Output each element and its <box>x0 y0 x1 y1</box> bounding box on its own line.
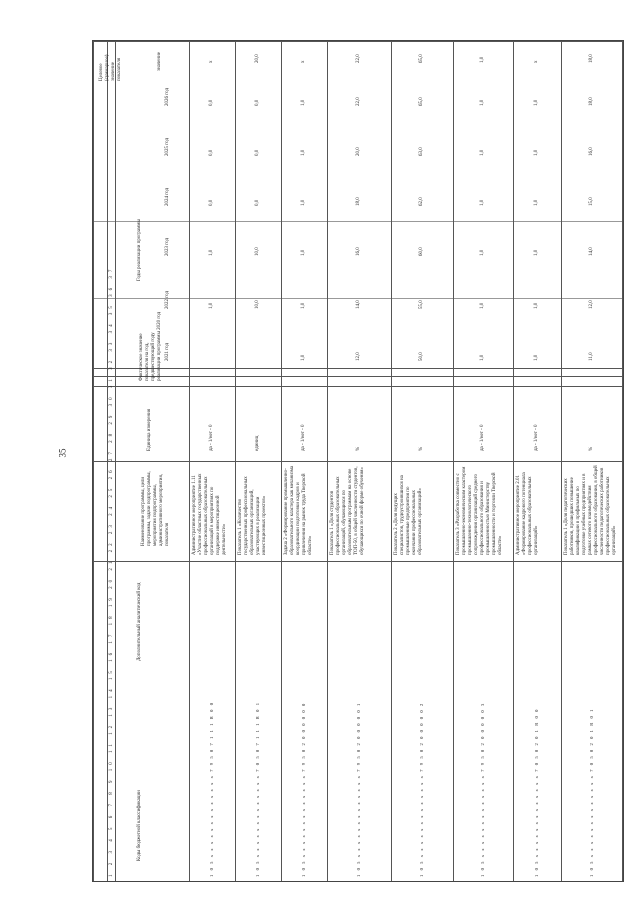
page-number: 35 <box>57 448 68 458</box>
header-year-2025: 2025 год <box>165 137 170 156</box>
row-final-value: 20,0 <box>255 54 260 63</box>
header-final-group: Целевое (суммарное) значение показателя <box>99 54 122 81</box>
row-value-2023-год: 16,0 <box>356 247 361 256</box>
row-value-2025-год: 0,0 <box>209 149 214 156</box>
row-final-value: 1,0 <box>480 56 485 63</box>
row-value-2023-год: 1,0 <box>534 249 539 256</box>
indicator-table <box>92 40 624 882</box>
row-value-2026-год: 18,0 <box>588 97 594 106</box>
row-codes: 1 0 5 x x x x x x x x x x x x x 7 9 5 0 2 0 0 0 0 0 0 <box>301 702 306 877</box>
header-years-group: Годы реализации программы <box>137 219 142 281</box>
row-unit: да - 1/нет - 0 <box>480 424 485 451</box>
row-value-2026-год: 0,0 <box>255 99 260 106</box>
row-value-2023-год: 10,0 <box>255 247 260 256</box>
row-unit: % <box>588 446 594 451</box>
row-value-2022-год: 1,0 <box>534 302 539 309</box>
row-final-value: 18,0 <box>588 54 594 63</box>
row-codes: 1 0 5 x x x x x x x x x x x x x 7 9 5 0 7 1 1 1 R 0 0 <box>209 701 214 877</box>
row-value-2024-год: 1,0 <box>534 199 539 206</box>
row-value-2023-год: 1,0 <box>209 249 214 256</box>
header-year-2026: 2026 год <box>165 87 170 106</box>
row-final-value: x <box>301 60 306 63</box>
row-unit: да - 1/нет - 0 <box>209 424 214 451</box>
row-value-2021-год: 11,0 <box>588 352 594 361</box>
row-value-2022-год: 10,0 <box>255 300 260 309</box>
row-value-2026-год: 1,0 <box>301 99 306 106</box>
header-final-value: значение <box>157 52 162 71</box>
column-numbers: 1 2 3 4 5 6 7 8 9 10 11 12 13 14 15 16 17 18 19 20 21 22 23 24 25 26 27 28 29 30 31 32 33 34 35 36 37 <box>109 265 114 877</box>
header-year-2024: 2024 год <box>165 187 170 206</box>
row-name: Показатель 1 «Доля студентов профессиональных образовательных организаций, обучающихся по образовательным программам на основе ТОП-50, в общей численности студентов, обучающихся по очной форме обучения» <box>330 466 365 555</box>
row-codes: 1 0 5 x x x x x x x x x x x x x 7 0 5 0 7 1 1 1 R 0 1 <box>255 701 260 877</box>
row-value-2025-год: 16,0 <box>588 147 594 156</box>
row-value-2026-год: 22,0 <box>356 97 361 106</box>
row-value-2025-год: 1,0 <box>534 149 539 156</box>
row-codes: 1 0 5 x x x x x x x x x x x x x 7 0 5 0 2 0 1 R 0 1 <box>588 708 594 877</box>
row-value-2026-год: 0,0 <box>209 99 214 106</box>
row-value-2025-год: 20,0 <box>356 147 361 156</box>
row-value-2026-год: 1,0 <box>534 99 539 106</box>
row-name: Административное мероприятие 2.01 «Формирование кадрового потенциала профессиональных образовательных организаций» <box>516 472 539 555</box>
row-value-2024-год: 1,0 <box>301 199 306 206</box>
row-name: Показатель 1 «Доля педагогических работников, прошедших повышение квалификации в профильных по подготовке учебных предприятиях и в рамках сетевого взаимодействия профессионального образования, в общей численности педагогических работников профессиональных образовательных организаций» <box>564 465 617 555</box>
header-dop-group: Дополнительный аналитический код <box>137 582 142 661</box>
row-name: Административное мероприятие 1.11 «Участие областных государственных профессиональных образовательных организаций в мероприятиях по поддержке инвестиционной деятельности» <box>192 473 227 555</box>
row-value-2024-год: 62,0 <box>419 197 424 206</box>
row-value-2026-год: 1,0 <box>480 99 485 106</box>
row-value-2022-год: 1,0 <box>301 302 306 309</box>
row-value-2021-год: 1,0 <box>534 354 539 361</box>
row-value-2023-год: 60,0 <box>419 247 424 256</box>
row-value-2022-год: 12,0 <box>588 300 594 309</box>
row-value-2021-год: 1,0 <box>301 354 306 361</box>
header-code-group: Коды бюджетной классификации <box>137 790 142 861</box>
row-name: Показатель 3 «Разработка совместно с промышленно-экономическим кластером промышленно-технологического сопровождения организаций среднего профессионального образования и промышленностью Министерству промышленности и торговли Тверской области» <box>456 466 503 555</box>
row-final-value: x <box>534 60 539 63</box>
row-value-2024-год: 18,0 <box>356 197 361 206</box>
row-name: Показатель 1 «Количество государственных профессиональных образовательных организаций, участвующих в реализации инвестиционных проектов» <box>238 476 267 555</box>
row-codes: 1 0 5 x x x x x x x x x x x x x 7 9 5 0 2 0 0 0 0 0 1 <box>356 702 361 877</box>
row-value-2024-год: 15,0 <box>588 197 594 206</box>
row-name: Показатель 2 «Доля ведущих специалистов, трудоустроившихся на промышленные предприятия по окончании профессиональных образовательных организаций» <box>394 475 423 555</box>
row-value-2024-год: 0,0 <box>255 199 260 206</box>
row-value-2026-год: 65,0 <box>419 97 424 106</box>
row-value-2021-год: 12,0 <box>356 352 361 361</box>
row-codes: 1 0 5 x x x x x x x x x x x x x 7 9 5 0 2 0 0 0 0 0 2 <box>419 702 424 877</box>
row-value-2023-год: 1,0 <box>480 249 485 256</box>
header-base-col: Фактическое значение показателя на год, предшествующий году реализации программы 2020 год <box>139 311 162 381</box>
row-codes: 1 0 5 x x x x x x x x x x x x x 7 9 5 0 2 0 0 0 0 0 3 <box>480 702 485 877</box>
row-value-2024-год: 1,0 <box>480 199 485 206</box>
row-unit: % <box>419 446 424 451</box>
row-value-2025-год: 1,0 <box>480 149 485 156</box>
row-value-2022-год: 14,0 <box>356 300 361 309</box>
row-final-value: 22,0 <box>356 54 361 63</box>
header-year-2022: 2022 год <box>165 290 170 309</box>
row-unit: % <box>356 446 361 451</box>
row-value-2023-год: 1,0 <box>301 249 306 256</box>
row-value-2022-год: 1,0 <box>209 302 214 309</box>
row-value-2021-год: 50,0 <box>419 352 424 361</box>
row-value-2023-год: 14,0 <box>588 247 594 256</box>
row-value-2022-год: 1,0 <box>480 302 485 309</box>
row-final-value: 65,0 <box>419 54 424 63</box>
row-value-2021-год: 1,0 <box>480 354 485 361</box>
row-unit: да - 1/нет - 0 <box>534 424 539 451</box>
row-unit: единиц <box>255 435 260 451</box>
row-name: Задача 2 «Формирование промышленно-образовательного кластера как механизма координации подготовки кадров и привлечения на рынок труда Тверской области» <box>284 465 313 555</box>
row-value-2022-год: 55,0 <box>419 300 424 309</box>
header-year-2021: 2021 год <box>165 342 170 361</box>
header-name-col: Наименование программы, цели программы, задачи подпрограммы, мероприятия подпрограммы, административного мероприятия, показателя <box>141 471 170 546</box>
row-value-2024-год: 0,0 <box>209 199 214 206</box>
row-codes: 1 0 5 x x x x x x x x x x x x x 7 0 5 0 2 0 1 R 0 0 <box>534 708 539 877</box>
row-final-value: x <box>209 60 214 63</box>
row-value-2025-год: 1,0 <box>301 149 306 156</box>
row-value-2025-год: 63,0 <box>419 147 424 156</box>
row-value-2025-год: 0,0 <box>255 149 260 156</box>
header-year-2023: 2023 год <box>165 237 170 256</box>
row-unit: да - 1/нет - 0 <box>301 424 306 451</box>
header-unit-col: Единица измерения <box>147 408 152 451</box>
